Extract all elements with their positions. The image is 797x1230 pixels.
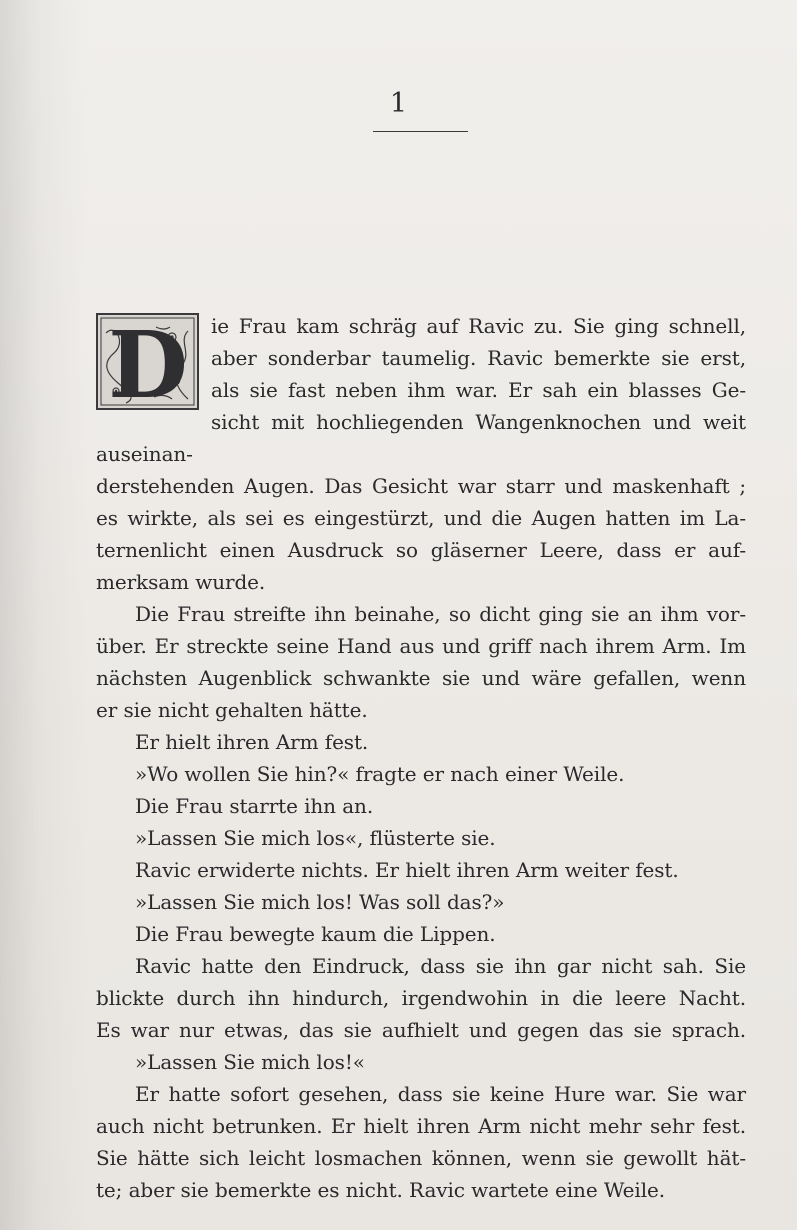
text-line: Er hielt ihren Arm fest. [135, 730, 369, 754]
text-line: über. Er streckte seine Hand aus und griff nach ihrem Arm. Im [96, 634, 746, 658]
chapter-number: 1 [389, 88, 408, 119]
text-line: aber sonderbar taumelig. Ravic bemerkte sie erst, [211, 346, 746, 370]
text-line: nächsten Augenblick schwankte sie und wäre gefallen, wenn [96, 666, 746, 690]
text-line: »Wo wollen Sie hin?« fragte er nach einer Weile. [135, 762, 625, 786]
text-line: te; aber sie bemerkte es nicht. Ravic wartete eine Weile. [96, 1178, 665, 1202]
text-line: Ravic hatte den Eindruck, dass sie ihn gar nicht sah. Sie [135, 954, 746, 978]
text-line: merksam wurde. [96, 570, 266, 594]
dropcap-ornament [96, 313, 199, 410]
text-line: Sie hätte sich leicht losmachen können, wenn sie gewollt hät- [96, 1146, 746, 1170]
text-line: er sie nicht gehalten hätte. [96, 698, 368, 722]
text-line: Ravic erwiderte nichts. Er hielt ihren Arm weiter fest. [135, 858, 679, 882]
paragraph-lines [96, 310, 746, 1206]
text-line: auch nicht betrunken. Er hielt ihren Arm nicht mehr sehr fest. [96, 1114, 746, 1138]
text-line: ternenlicht einen Ausdruck so gläserner Leere, dass er auf- [96, 538, 746, 562]
text-line: Er hatte sofort gesehen, dass sie keine Hure war. Sie war [135, 1082, 746, 1106]
text-line: als sie fast neben ihm war. Er sah ein blasses Ge- [211, 378, 746, 402]
text-line: sicht mit hochliegenden Wangenknochen und weit auseinan- [96, 410, 746, 466]
text-line: »Lassen Sie mich los«, flüsterte sie. [135, 826, 496, 850]
text-line: Die Frau streifte ihn beinahe, so dicht ging sie an ihm vor- [135, 602, 746, 626]
text-line: Die Frau starrte ihn an. [135, 794, 374, 818]
chapter-rule [373, 131, 468, 132]
text-line: »Lassen Sie mich los! Was soll das?» [135, 890, 505, 914]
text-line: »Lassen Sie mich los!« [135, 1050, 365, 1074]
dropcap-letter: D [108, 313, 188, 410]
text-line: derstehenden Augen. Das Gesicht war starr und maskenhaft ; [96, 474, 746, 498]
text-line: Die Frau bewegte kaum die Lippen. [135, 922, 496, 946]
text-line: Es war nur etwas, das sie aufhielt und gegen das sie sprach. [96, 1018, 746, 1042]
text-line: ie Frau kam schräg auf Ravic zu. Sie ging schnell, [211, 314, 746, 338]
body-text [96, 310, 746, 1206]
text-line: blickte durch ihn hindurch, irgendwohin in die leere Nacht. [96, 986, 746, 1010]
text-line: es wirkte, als sei es eingestürzt, und die Augen hatten im La- [96, 506, 746, 530]
